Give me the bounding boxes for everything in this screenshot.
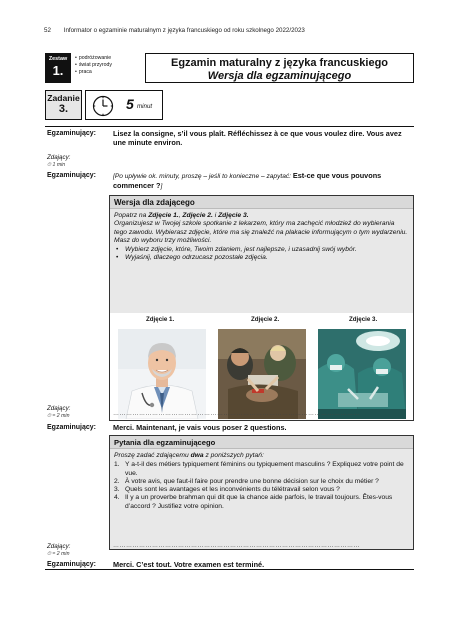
student-version-box xyxy=(109,195,414,421)
examiner-line-4: Merci. C’est tout. Votre examen est terminé. xyxy=(113,560,265,569)
photo-1-doctor xyxy=(118,329,206,419)
examiner-questions-box xyxy=(109,435,414,550)
intro-bold: dwa xyxy=(190,452,204,459)
question-text: Il y a un proverbe brahman qui dit que la chance aide parfois, le travail toujours. Êtes-vous d’accord ? Justifiez votre opinion. xyxy=(125,494,393,510)
student-label: Zdający: xyxy=(47,154,71,161)
photo-label-2: Zdjęcie 2. xyxy=(251,316,280,323)
questions-body xyxy=(110,449,413,549)
question-number: 3. xyxy=(114,486,120,494)
photo-labels xyxy=(110,314,415,326)
photo-label-1: Zdjęcie 1. xyxy=(146,316,175,323)
set-label: Zestaw xyxy=(48,56,68,62)
examiner-line-1: Lisez la consigne, s’il vous plaît. Réfléchissez à ce que vous voulez dire. Vous avez une minute environ. xyxy=(113,129,402,147)
photo-ref-1: Zdjęcie 1. xyxy=(148,212,179,219)
examiner-label: Egzaminujący: xyxy=(47,424,97,431)
student-time-3: ⏱ ≈ 2 min xyxy=(47,551,70,557)
answer-dots: …………………………………………………………………………………………………… xyxy=(113,411,360,417)
questions-heading: Pytania dla egzaminującego xyxy=(110,436,413,449)
list-item xyxy=(114,461,409,478)
intro-prefix: Proszę zadać zdającemu xyxy=(114,452,191,459)
instruction-suffix: ] xyxy=(160,183,163,191)
list-item xyxy=(114,478,409,486)
task-minutes: 5 xyxy=(126,96,134,112)
examiner-line-2 xyxy=(113,171,411,192)
task-content xyxy=(45,126,414,570)
examiner-label: Egzaminujący: xyxy=(47,561,97,568)
exam-title-box xyxy=(145,53,414,83)
task-number: 3. xyxy=(58,103,69,115)
exam-title: Egzamin maturalny z języka francuskiego xyxy=(170,57,389,69)
topic-item: • praca xyxy=(75,69,112,76)
student-label: Zdający: xyxy=(47,405,71,412)
student-version-bullets xyxy=(114,246,409,263)
topic-item: • świat przyrody xyxy=(75,62,112,69)
set-number: 1. xyxy=(52,63,64,78)
photo-ref-2: Zdjęcie 2. xyxy=(182,212,213,219)
questions-intro xyxy=(114,452,409,460)
intro-sep: i xyxy=(212,212,219,219)
photo-3-surgery xyxy=(318,329,406,419)
time-box xyxy=(85,90,163,120)
student-time-2: ⏱ ≈ 2 min xyxy=(47,413,70,419)
list-item: • Wybierz zdjęcie, które, Twoim zdaniem, jest najlepsze, i uzasadnij swój wybór. xyxy=(114,246,409,254)
instruction-text: [Po upływie ok. minuty, proszę – jeśli to konieczne – zapytać: xyxy=(113,173,293,180)
photo-2-field-medics xyxy=(218,329,306,419)
exam-header xyxy=(45,53,414,83)
questions-list xyxy=(114,461,409,511)
topic-item: • podróżowanie xyxy=(75,55,112,62)
student-label: Zdający: xyxy=(47,543,71,550)
set-badge xyxy=(45,53,71,83)
intro-suffix: z poniższych pytań: xyxy=(203,452,264,459)
question-number: 2. xyxy=(114,477,120,485)
exam-subtitle: Wersja dla egzaminującego xyxy=(207,70,352,82)
examiner-line-3: Merci. Maintenant, je vais vous poser 2 questions. xyxy=(113,423,287,432)
running-title: Informator o egzaminie maturalnym z języka francuskiego od roku szkolnego 2022/2023 xyxy=(63,27,305,34)
examiner-label: Egzaminujący: xyxy=(47,130,97,137)
list-item: • Wyjaśnij, dlaczego odrzucasz pozostałe zdjęcia. xyxy=(114,254,409,262)
student-version-body xyxy=(110,209,413,313)
running-header xyxy=(44,27,414,34)
question-text: Quels sont les avantages et les inconvénients du télétravail selon vous ? xyxy=(125,486,340,494)
set-topics xyxy=(75,55,112,76)
task-badge xyxy=(45,90,82,120)
task-minutes-label: minut xyxy=(137,103,153,110)
examiner-question: Est-ce que vous pouvons commencer ? xyxy=(113,171,382,191)
answer-dots: …………………………………………………………………………………………………… xyxy=(113,543,360,549)
task-label: Zadanie xyxy=(47,93,80,103)
student-version-heading: Wersja dla zdającego xyxy=(110,196,413,209)
student-version-intro xyxy=(114,212,409,220)
student-time-1: ⏱ 1 min xyxy=(47,162,66,168)
photo-ref-3: Zdjęcie 3. xyxy=(218,212,249,219)
intro-prefix: Popatrz na xyxy=(114,212,149,219)
list-item xyxy=(114,494,409,511)
clock-icon xyxy=(92,95,114,117)
question-text: Y a-t-il des métiers typiquement féminins ou typiquement masculins ? Expliquez votre point de vue. xyxy=(125,461,404,477)
question-text: À votre avis, que faut-il faire pour prendre une bonne décision sur le choix du métier ? xyxy=(125,477,379,485)
question-number: 1. xyxy=(114,461,120,469)
student-version-description: Organizujesz w Twojej szkole spotkanie z lekarzem, który ma zachęcić młodzież do wybierania tego zawodu. Wybierasz zdjęcie, które ma się znaleźć na plakacie informującym o tym wydarzeniu. Masz do wyboru trzy możliwości. xyxy=(114,220,408,244)
photo-label-3: Zdjęcie 3. xyxy=(349,316,378,323)
intro-sep: , xyxy=(178,212,183,219)
page-number: 52 xyxy=(44,27,51,34)
examiner-label: Egzaminujący: xyxy=(47,172,97,179)
question-number: 4. xyxy=(114,494,120,502)
